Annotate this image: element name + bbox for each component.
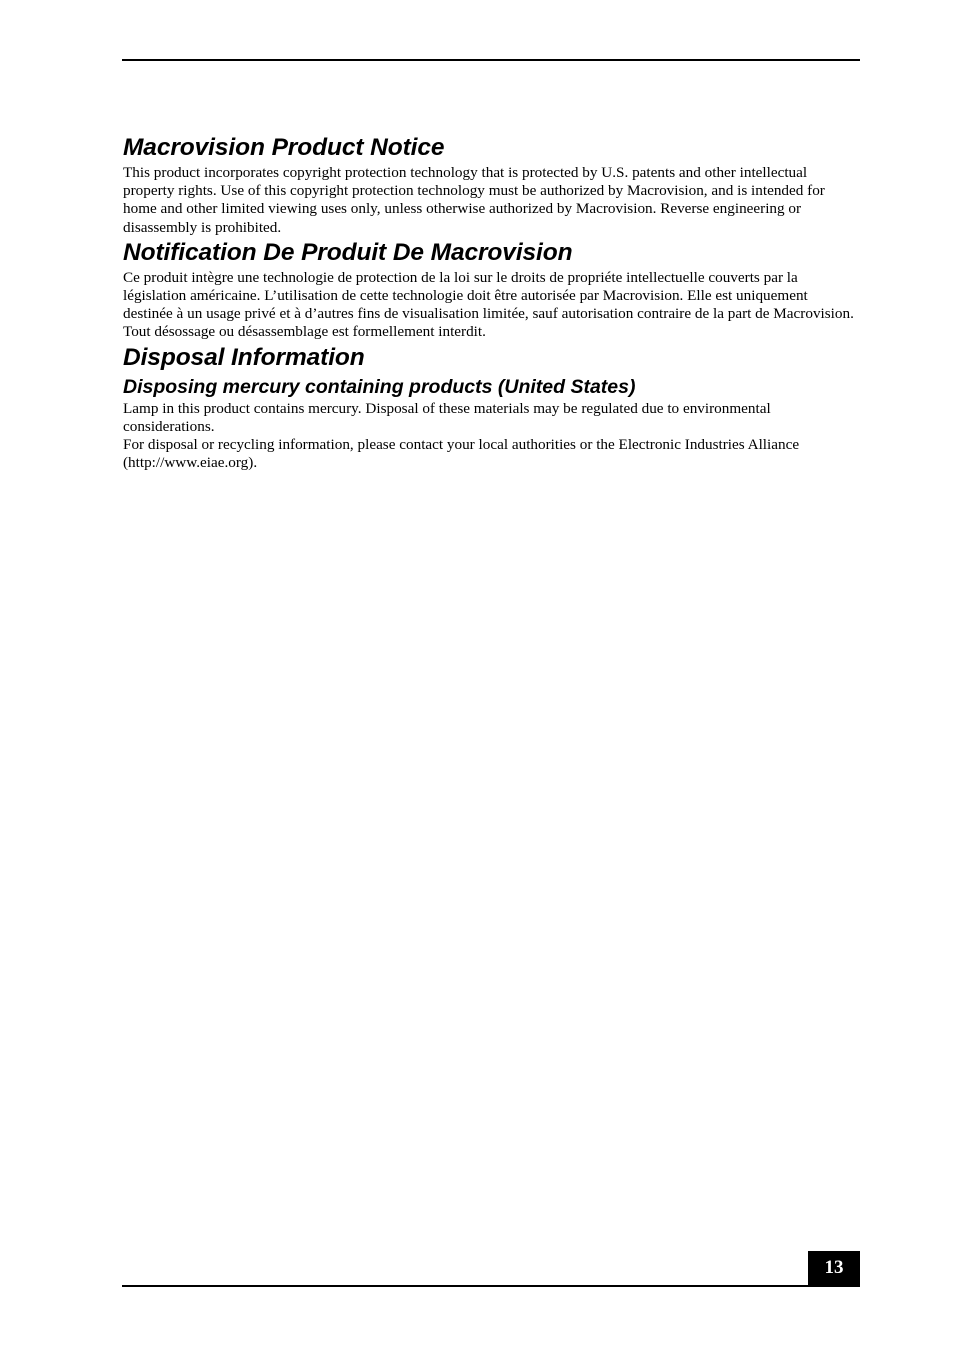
disposal-information-heading: Disposal Information [123,343,365,371]
macrovision-notice-body: This product incorporates copyright protection technology that is protected by U.S. patents and other intellectual property rights. Use of this copyright protection technology must be authorized by Macrovision, and is intended for home and other limited viewing uses only, unless otherwise authorized by Macrovision. Reverse engineering or disassembly is prohibited. [123,164,825,236]
macrovision-notice-heading: Macrovision Product Notice [123,134,445,161]
macrovision-notice-fr-heading: Notification De Produit De Macrovision [123,238,573,266]
page-number: 13 [808,1251,860,1287]
mercury-disposal-subheading: Disposing mercury containing products (United States) [123,375,636,398]
mercury-disposal-body-2: For disposal or recycling information, please contact your local authorities or the Electronic Industries Alliance (http://www.eiae.org). [123,436,800,472]
page-content [123,132,861,472]
mercury-disposal-body-1: Lamp in this product contains mercury. Disposal of these materials may be regulated due to environmental considerations. [123,399,771,435]
macrovision-notice-fr-body: Ce produit intègre une technologie de protection de la loi sur le droits de propriéte intellectuelle couverts par la législation américaine. L’utilisation de cette technologie doit être autorisée par Macrovision. Elle est uniquement destinée à un usage privé et à d’autres fins de visualisation limitée, sauf autorisation contraire de la part de Macrovision. Tout désossage ou désassemblage est formellement interdit. [123,268,854,341]
footer-rule [122,1285,860,1287]
header-rule [122,59,860,61]
